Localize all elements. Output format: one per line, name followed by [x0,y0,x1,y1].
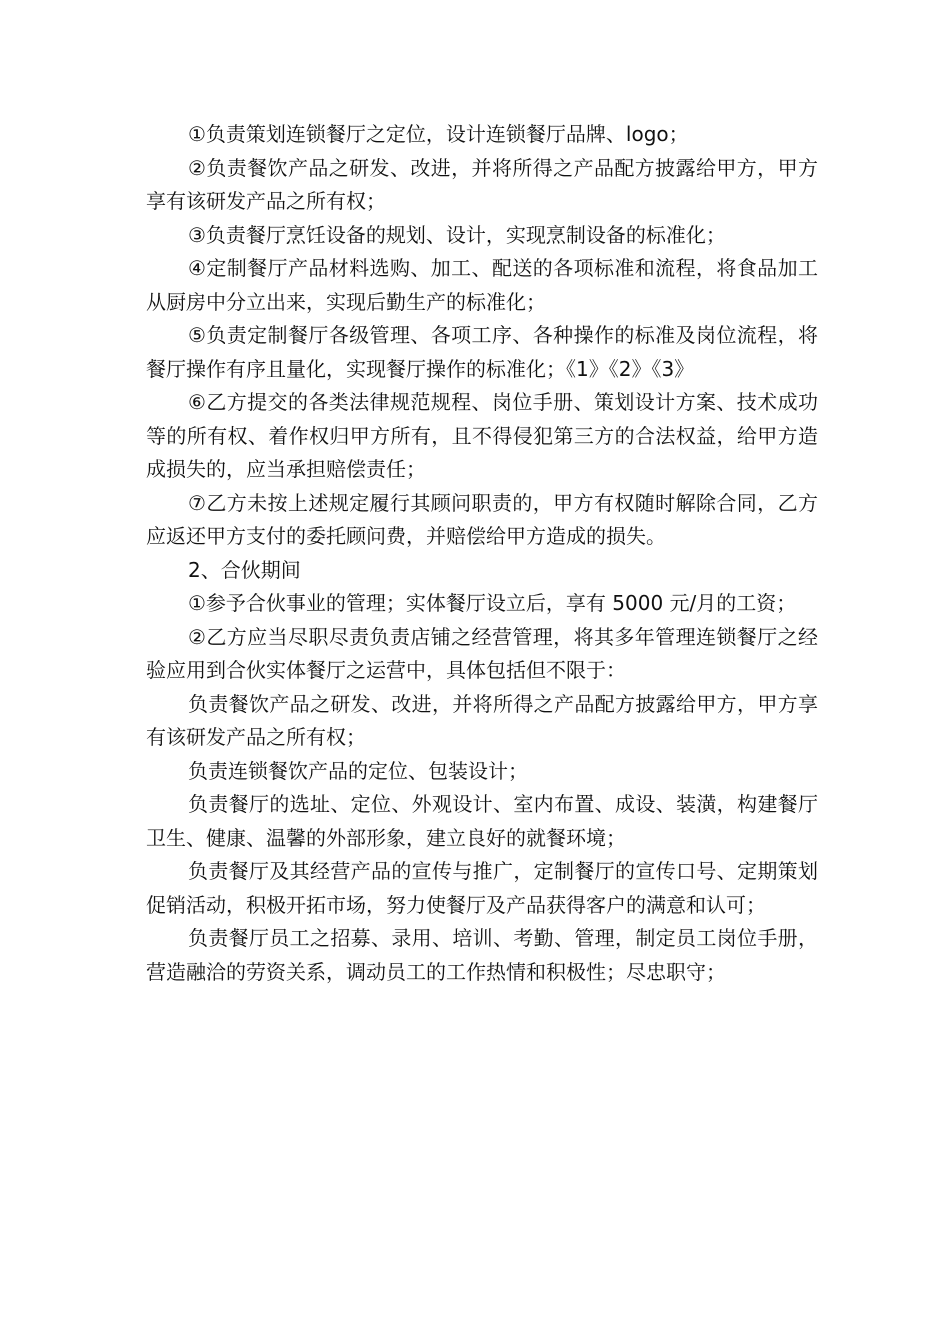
clause-paragraph: ①负责策划连锁餐厅之定位，设计连锁餐厅品牌、logo； [188,122,689,146]
clause-paragraph: ⑤负责定制餐厅各级管理、各项工序、各种操作的标准及岗位流程，将餐厅操作有序且量化，实现餐厅操作的标准化；《1》《2》《3》 [146,323,818,381]
clause-paragraph: ②乙方应当尽职尽责负责店铺之经营管理，将其多年管理连锁餐厅之经验应用到合伙实体餐厅之运营中，具体包括但不限于： [146,624,818,682]
clause-paragraph: ②负责餐饮产品之研发、改进，并将所得之产品配方披露给甲方，甲方享有该研发产品之所有权； [146,155,818,213]
duty-paragraph: 负责餐厅及其经营产品的宣传与推广，定制餐厅的宣传口号、定期策划促销活动，积极开拓市场，努力使餐厅及产品获得客户的满意和认可； [146,859,818,917]
section-heading: 2、合伙期间 [188,557,301,582]
clause-paragraph: ③负责餐厅烹饪设备的规划、设计，实现烹制设备的标准化； [188,222,726,247]
clause-paragraph: ①参予合伙事业的管理；实体餐厅设立后，享有 5000 元/月的工资； [188,591,797,615]
duty-paragraph: 负责餐厅的选址、定位、外观设计、室内布置、成设、装潢，构建餐厅卫生、健康、温馨的外部形象，建立良好的就餐环境； [146,792,818,850]
duty-paragraph: 负责连锁餐饮产品的定位、包装设计； [188,758,528,783]
clause-paragraph: ④定制餐厅产品材料选购、加工、配送的各项标准和流程，将食品加工从厨房中分立出来，实现后勤生产的标准化； [146,256,818,314]
clause-paragraph: ⑦乙方未按上述规定履行其顾问职责的，甲方有权随时解除合同，乙方应返还甲方支付的委托顾问费，并赔偿给甲方造成的损失。 [146,490,818,548]
document-body [146,118,818,989]
duty-paragraph: 负责餐厅员工之招募、录用、培训、考勤、管理，制定员工岗位手册，营造融洽的劳资关系，调动员工的工作热情和积极性；尽忠职守； [146,926,818,984]
clause-paragraph: ⑥乙方提交的各类法律规范规程、岗位手册、策划设计方案、技术成功等的所有权、着作权归甲方所有，且不得侵犯第三方的合法权益，给甲方造成损失的，应当承担赔偿责任； [146,390,818,481]
duty-paragraph: 负责餐饮产品之研发、改进，并将所得之产品配方披露给甲方，甲方享有该研发产品之所有权； [146,691,818,749]
